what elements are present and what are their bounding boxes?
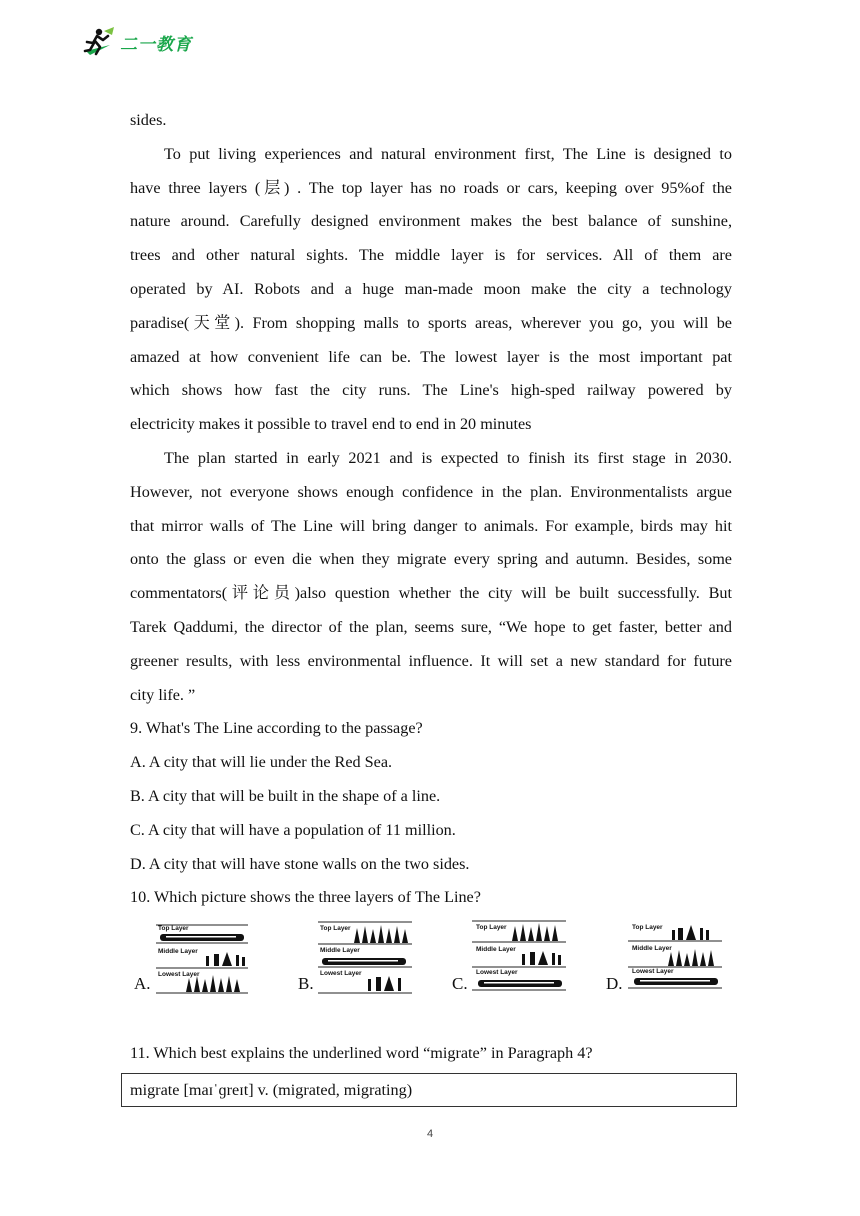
- picture-option-letter: B.: [298, 974, 314, 993]
- middle-layer-label: Middle Layer: [158, 948, 198, 955]
- site-logo: [82, 22, 192, 62]
- trees-icon: [668, 949, 714, 966]
- page-number: 4: [426, 1128, 434, 1140]
- people-buildings-icon: [522, 951, 561, 965]
- option-d[interactable]: D. A city that will have stone walls on the two sides.: [130, 854, 470, 873]
- picture-option-b[interactable]: [318, 916, 418, 996]
- picture-option-d[interactable]: [628, 916, 728, 996]
- option-c[interactable]: C. A city that will have a population of 11 million.: [130, 820, 456, 839]
- text-line: which shows how fast the city runs. The Line's high-sped railway powered by: [130, 381, 732, 400]
- dictionary-entry-box: migrate [maɪˈɡreɪt] v. (migrated, migrating): [121, 1073, 737, 1107]
- trees-icon: [354, 925, 408, 943]
- text-line: trees and other natural sights. The middle layer is for services. All of them are: [130, 246, 732, 265]
- text-line: sides.: [130, 111, 167, 129]
- train-icon: [160, 934, 244, 941]
- text-line: paradise(天堂). From shopping malls to sports areas, wherever you go, you will be: [130, 313, 732, 332]
- passage: [130, 104, 732, 915]
- text-line: greener results, with less environmental influence. It will set a new standard for future: [130, 651, 732, 670]
- lowest-layer-label: Lowest Layer: [632, 968, 674, 975]
- text-line: have three layers (层) . The top layer has no roads or cars, keeping over 95%of the: [130, 178, 732, 197]
- people-buildings-icon: [206, 952, 245, 966]
- middle-layer-label: Middle Layer: [632, 945, 672, 952]
- picture-option-c[interactable]: [472, 916, 572, 996]
- text-line: Tarek Qaddumi, the director of the plan, seems sure, “We hope to get faster, better and: [130, 617, 732, 636]
- top-layer-label: Top Layer: [320, 925, 351, 932]
- text-line: operated by AI. Robots and a huge man-made moon make the city a technology: [130, 279, 732, 298]
- question-11: 11. Which best explains the underlined word “migrate” in Paragraph 4?: [130, 1044, 593, 1062]
- logo-text: 二一教育: [120, 34, 192, 55]
- picture-option-letter: D.: [606, 974, 623, 993]
- top-layer-label: Top Layer: [632, 924, 663, 931]
- people-buildings-icon: [672, 925, 709, 940]
- layer-picture-options: [130, 916, 740, 1004]
- running-man-icon: [82, 25, 118, 59]
- train-icon: [634, 978, 718, 985]
- text-line: amazed at how convenient life can be. The lowest layer is the most important pat: [130, 347, 732, 366]
- text-line: onto the glass or even die when they migrate every spring and autumn. Besides, some: [130, 550, 732, 569]
- text-line: However, not everyone shows enough confidence in the plan. Environmentalists argue: [130, 482, 732, 501]
- lowest-layer-label: Lowest Layer: [476, 969, 518, 976]
- people-buildings-icon: [368, 976, 401, 991]
- text-line: To put living experiences and natural environment first, The Line is designed to: [164, 144, 732, 163]
- text-line: city life. ”: [130, 685, 196, 704]
- text-line: commentators(评论员)also question whether the city will be built successfully. But: [130, 584, 732, 603]
- text-line: The plan started in early 2021 and is expected to finish its first stage in 2030.: [164, 448, 732, 467]
- middle-layer-label: Middle Layer: [476, 946, 516, 953]
- lowest-layer-label: Lowest Layer: [320, 970, 362, 977]
- trees-icon: [512, 923, 558, 941]
- text-line: nature around. Carefully designed environment makes the best balance of sunshine,: [130, 212, 732, 231]
- text-line: electricity makes it possible to travel end to end in 20 minutes: [130, 415, 532, 434]
- top-layer-label: Top Layer: [476, 924, 507, 931]
- picture-option-a[interactable]: [156, 916, 256, 996]
- lowest-layer-label: Lowest Layer: [158, 971, 200, 978]
- middle-layer-label: Middle Layer: [320, 947, 360, 954]
- question-10: 10. Which picture shows the three layers of The Line?: [130, 888, 481, 907]
- text-line: that mirror walls of The Line will bring danger to animals. For example, birds may hit: [130, 516, 732, 535]
- option-a[interactable]: A. A city that will lie under the Red Sea.: [130, 753, 393, 772]
- question-9: 9. What's The Line according to the passage?: [130, 719, 423, 738]
- picture-option-letter: C.: [452, 974, 468, 993]
- top-layer-label: Top Layer: [158, 925, 189, 932]
- train-icon: [322, 958, 406, 965]
- option-b[interactable]: B. A city that will be built in the shape of a line.: [130, 786, 441, 805]
- train-icon: [478, 980, 562, 987]
- picture-option-letter: A.: [134, 974, 151, 993]
